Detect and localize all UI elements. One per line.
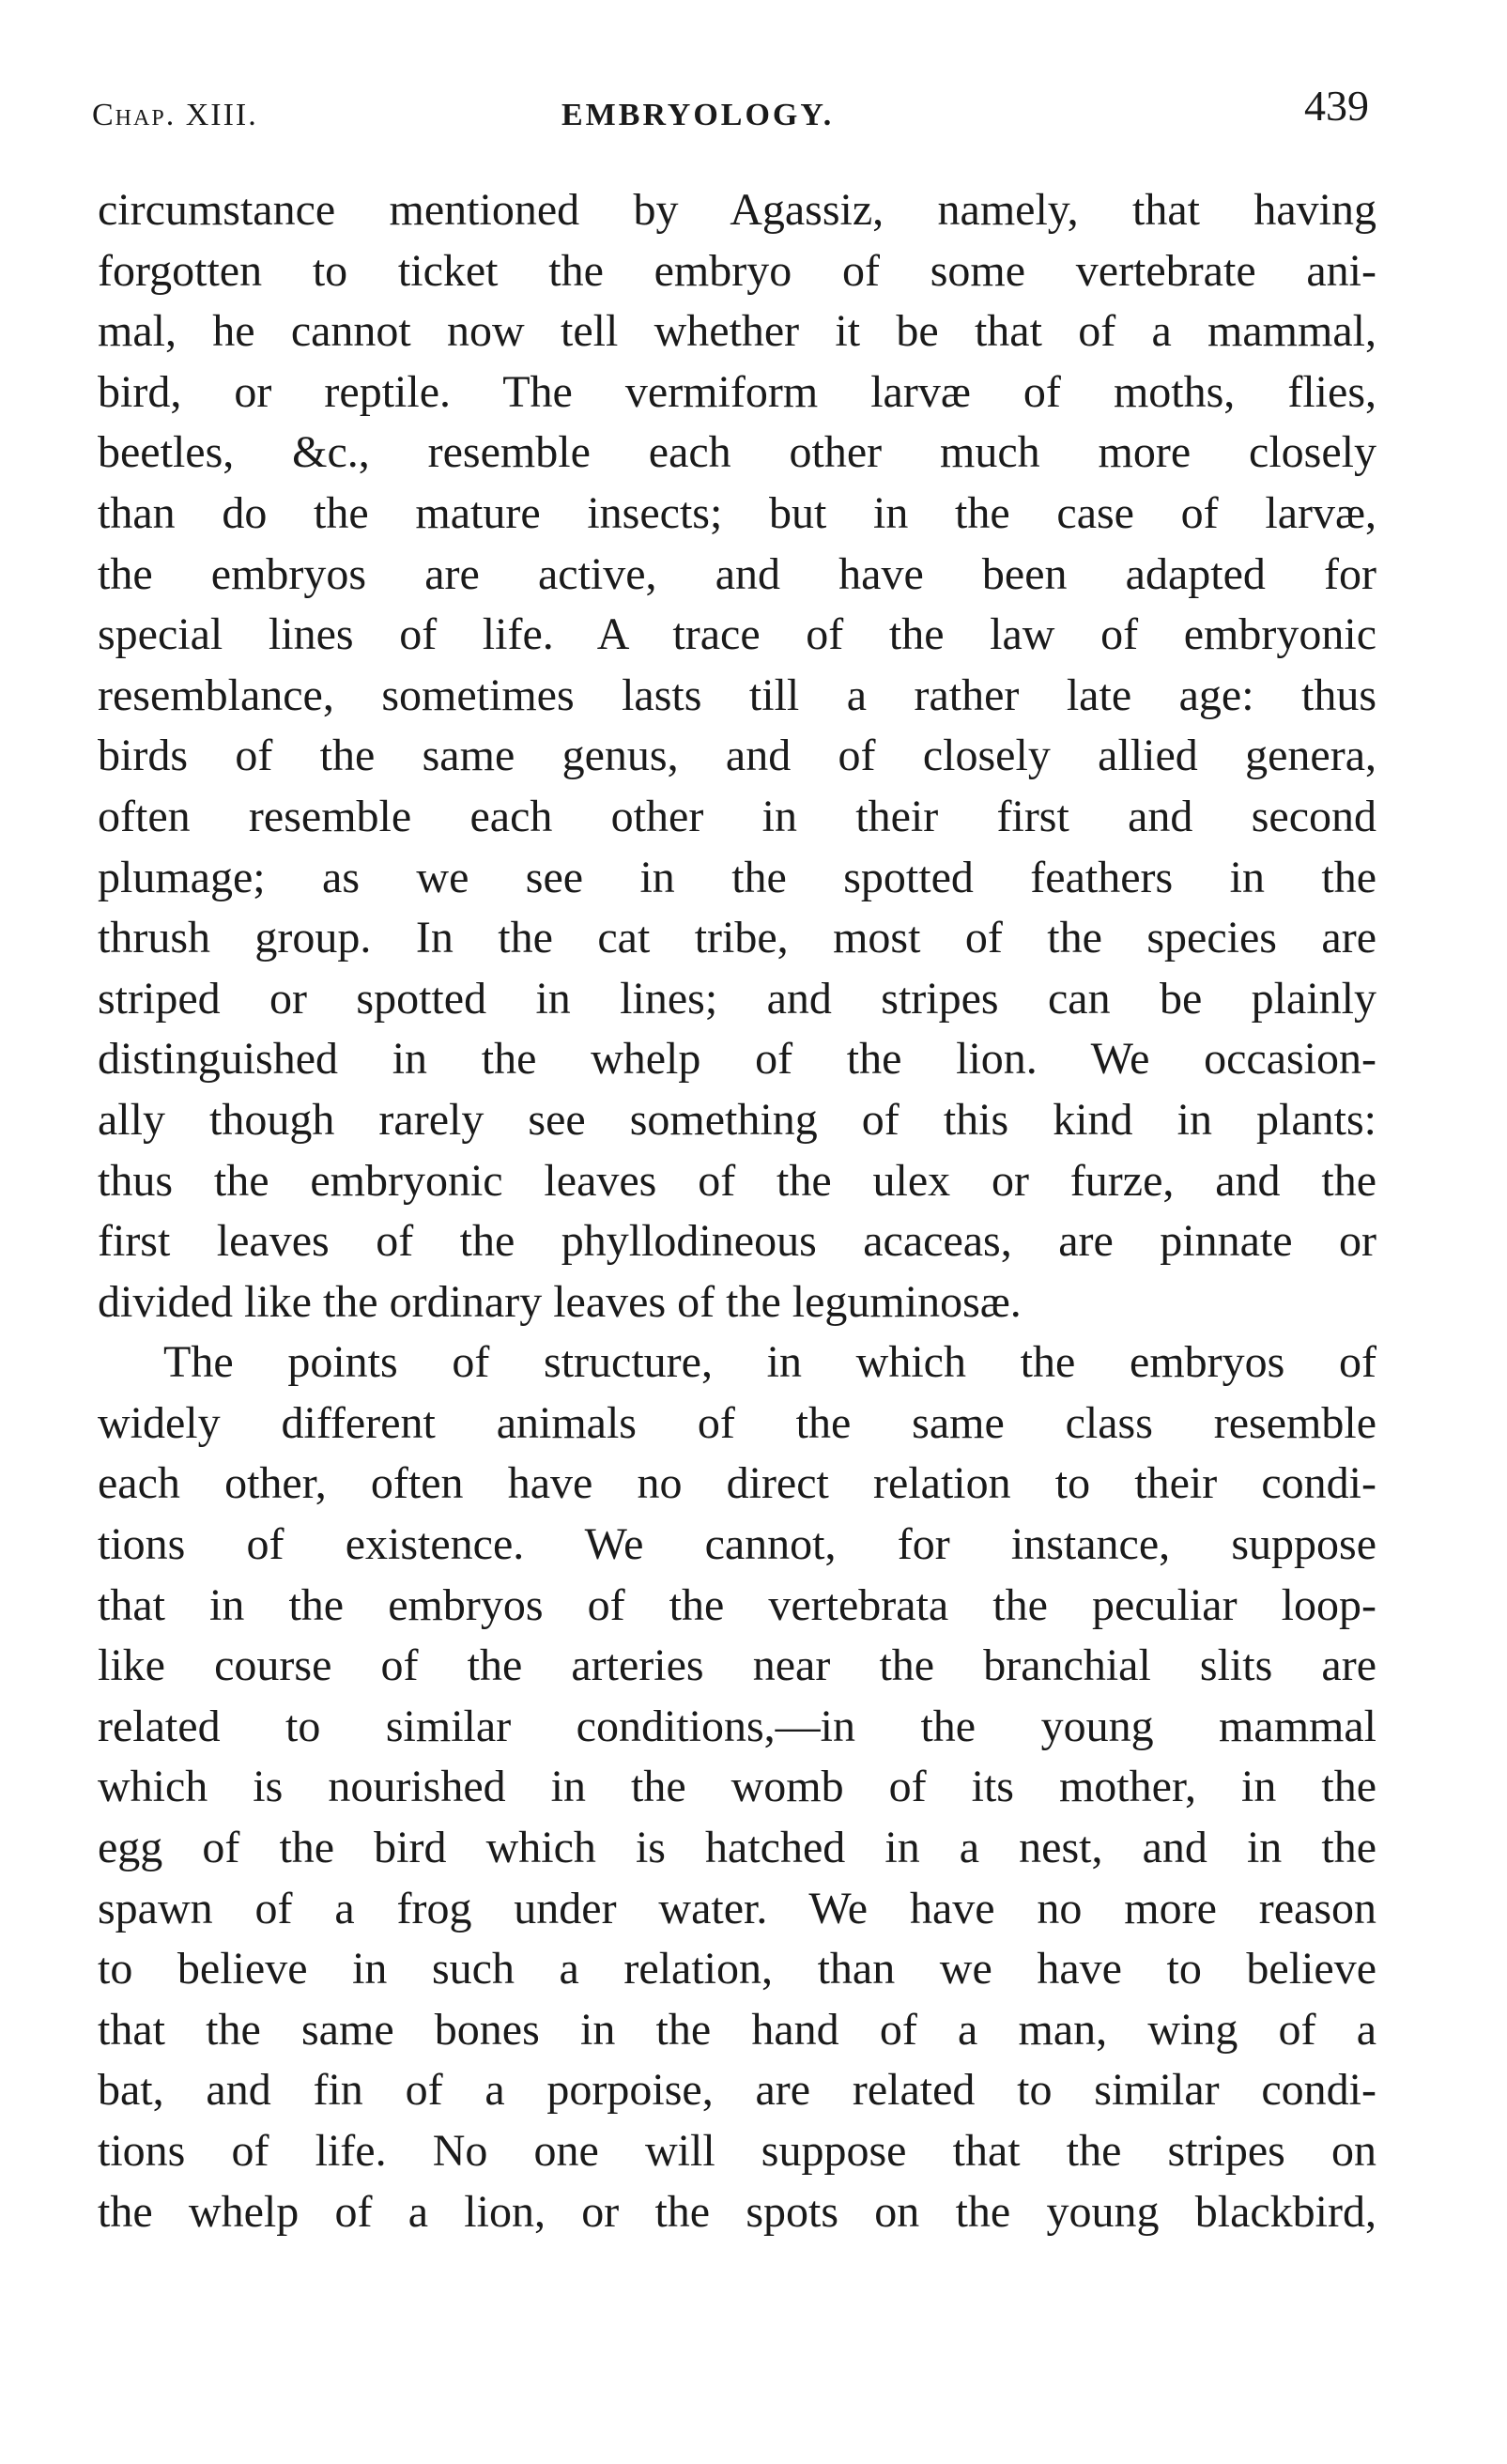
text-line: which is nourished in the womb of its mother, in the	[98, 1762, 1376, 1812]
text-line: mal, he cannot now tell whether it be that of a mammal,	[98, 306, 1376, 357]
text-line: special lines of life. A trace of the law of embryonic	[98, 609, 1376, 660]
text-line: distinguished in the whelp of the lion. We occasion-	[98, 1034, 1376, 1085]
text-line: beetles, &c., resemble each other much more closely	[98, 427, 1376, 478]
page-number: 439	[1304, 82, 1369, 130]
body-text	[98, 180, 1376, 2242]
text-line: often resemble each other in their first and second	[98, 791, 1376, 841]
text-line: tions of life. No one will suppose that the stripes on	[98, 2126, 1376, 2176]
text-line: first leaves of the phyllodineous acaceas, are pinnate or	[98, 1216, 1376, 1267]
text-line: resemblance, sometimes lasts till a rather late age: thus	[98, 670, 1376, 720]
text-line: the whelp of a lion, or the spots on the young blackbird,	[98, 2186, 1376, 2237]
section-title: EMBRYOLOGY.	[561, 98, 835, 132]
text-line: divided like the ordinary leaves of the leguminosæ.	[98, 1276, 1022, 1327]
text-line: egg of the bird which is hatched in a nest, and in the	[98, 1823, 1376, 1873]
text-line: than do the mature insects; but in the case of larvæ,	[98, 487, 1376, 538]
text-line: striped or spotted in lines; and stripes can be plainly	[98, 973, 1376, 1024]
text-line: tions of existence. We cannot, for instance, suppose	[98, 1519, 1376, 1570]
text-line: widely different animals of the same class resemble	[98, 1397, 1376, 1448]
text-line: the embryos are active, and have been adapted for	[98, 548, 1376, 599]
running-head	[92, 73, 1369, 139]
paragraph-start-line: The points of structure, in which the embryos of	[163, 1337, 1376, 1388]
text-line: each other, often have no direct relation to their condi-	[98, 1458, 1376, 1509]
text-line: thrush group. In the cat tribe, most of the species are	[98, 913, 1376, 963]
chapter-label: Chap. XIII.	[92, 98, 258, 132]
text-line: thus the embryonic leaves of the ulex or furze, and the	[98, 1155, 1376, 1206]
text-line: related to similar conditions,—in the young mammal	[98, 1701, 1376, 1751]
text-line: that the same bones in the hand of a man, wing of a	[98, 2004, 1376, 2055]
text-line: circumstance mentioned by Agassiz, namely, that having	[98, 185, 1376, 235]
text-line: ally though rarely see something of this kind in plants:	[98, 1094, 1376, 1145]
text-line: plumage; as we see in the spotted feathers in the	[98, 852, 1376, 902]
text-line: bat, and fin of a porpoise, are related to similar condi-	[98, 2065, 1376, 2116]
text-line: like course of the arteries near the branchial slits are	[98, 1640, 1376, 1691]
text-line: bird, or reptile. The vermiform larvæ of moths, flies,	[98, 366, 1376, 417]
text-line: birds of the same genus, and of closely allied genera,	[98, 731, 1376, 781]
text-line: spawn of a frog under water. We have no more reason	[98, 1883, 1376, 1933]
text-line: forgotten to ticket the embryo of some vertebrate ani-	[98, 245, 1376, 296]
text-line: to believe in such a relation, than we have to believe	[98, 1944, 1376, 1994]
text-line: that in the embryos of the vertebrata the peculiar loop-	[98, 1579, 1376, 1630]
